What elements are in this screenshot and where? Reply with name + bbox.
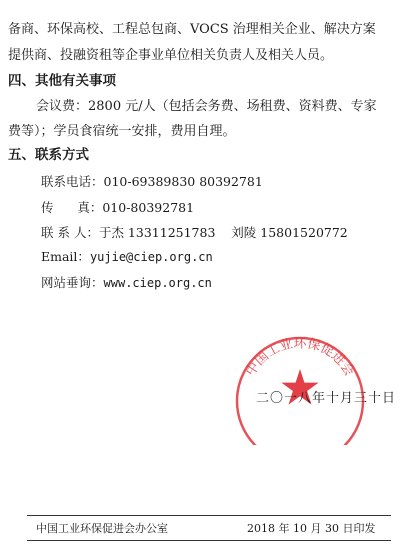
contact-fax-row [41,200,194,216]
fax-label: 传 真： [41,200,103,215]
contact-person-value: 于杰 13311251783 刘陵 15801520772 [98,225,348,240]
official-seal [234,335,366,445]
fee-line-1: 会议费：2800 元/人（包括会务费、场租费、资料费、专家 [36,99,377,114]
email-label: Email： [41,249,90,264]
contact-email-row [41,249,213,265]
paragraph-line-2: 提供商、投融资租等企事业单位相关负责人及相关人员。 [8,48,334,63]
website-label: 网站垂询： [41,275,104,290]
website-link[interactable]: www.ciep.org.cn [103,276,212,290]
seal-text: 中国工业环保促进会 [243,336,357,379]
section-heading-other-matters: 四、其他有关事项 [8,73,116,89]
footer-issuer: 中国工业环保促进会办公室 [36,522,168,535]
section-heading-contact: 五、联系方式 [8,147,89,163]
contact-person-label: 联 系 人： [41,225,99,240]
email-link[interactable]: yujie@ciep.org.cn [89,250,213,264]
phone-label: 联系电话： [41,174,104,189]
contact-phone-row [41,174,263,190]
contact-person-row [41,225,348,241]
contact-website-row [41,275,212,291]
phone-value: 010-69389830 80392781 [103,174,263,189]
paragraph-line-1: 备商、环保高校、工程总包商、VOCS 治理相关企业、解决方案 [8,22,376,37]
signature-date: 二〇一八年十月三十日 [256,391,397,406]
fax-value: 010-80392781 [102,200,195,215]
footer-rule-top [27,515,391,516]
footer-rule-bottom [27,540,391,541]
fee-line-2: 费等）；学员食宿统一安排，费用自理。 [8,124,236,139]
footer-issue-date: 2018 年 10 月 30 日印发 [247,522,376,535]
